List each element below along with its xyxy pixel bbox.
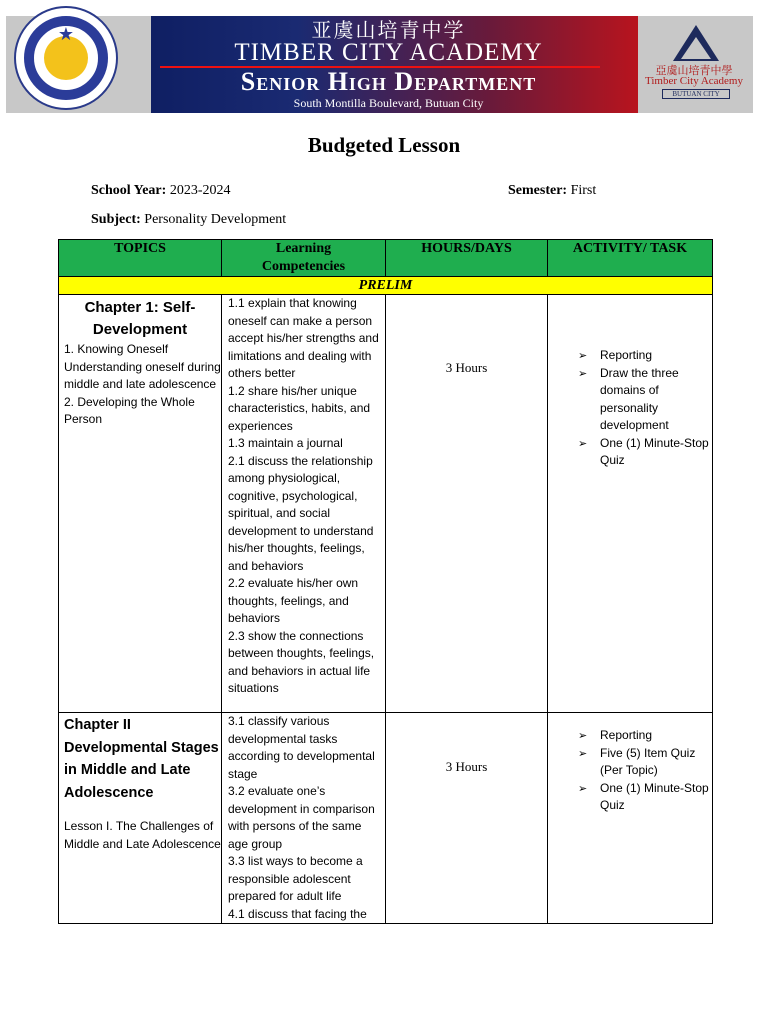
header-learning-competencies: Learning Competencies [222, 240, 386, 277]
logo-school-text: Timber City Academy [645, 75, 743, 87]
competency-item: 2.3 show the connections between thoughts, feelings, and behaviors in actual life situations [228, 628, 375, 695]
activity-cell [548, 713, 713, 924]
topic-line: 1. Knowing Oneself Understanding oneself during middle and late adolescence [64, 342, 221, 391]
semester [508, 183, 596, 199]
logo-chinese-text: 亞虞山培青中學 [655, 64, 733, 77]
subject-label: Subject: [91, 212, 141, 227]
list-item: ➢ Five (5) Item Quiz (Per Topic) [578, 745, 712, 780]
deped-seal-logo [14, 6, 118, 110]
subject [91, 212, 286, 228]
competency-item: 1.1 explain that knowing oneself can make a person accept his/her strengths and limitations and dealing with others better [228, 296, 379, 380]
subject-value: Personality Development [144, 212, 287, 227]
academy-logo [636, 20, 752, 110]
seal-star-icon: ★ [57, 24, 75, 45]
section-prelim: PRELIM [59, 277, 713, 295]
table-header-row [59, 240, 713, 277]
list-item: ➢ One (1) Minute-Stop Quiz [578, 780, 712, 815]
competency-item: 3.1 classify various developmental tasks according to developmental stage [228, 714, 375, 781]
competencies-cell [222, 295, 386, 713]
logo-city-text: BUTUAN CITY [662, 89, 730, 99]
section-row [59, 277, 713, 295]
department-name: Senior High Department [240, 67, 537, 96]
header-hours-days: HOURS/DAYS [386, 240, 548, 277]
hours-cell [386, 295, 548, 713]
list-item: ➢ Draw the three domains of personality development [578, 365, 712, 435]
topic-title: Chapter II Developmental Stages in Middle and Late Adolescence [64, 717, 219, 801]
topic-cell [59, 295, 222, 713]
header-topics: TOPICS [59, 240, 222, 277]
hours-value: 3 Hours [445, 759, 488, 774]
topic-line: Lesson I. The Challenges of Middle and Late Adolescence [64, 819, 221, 851]
school-name: TIMBER CITY ACADEMY [234, 39, 543, 66]
list-item: ➢ Reporting [578, 727, 712, 745]
logo-triangle-inner [681, 37, 711, 59]
competency-item: 3.2 evaluate one’s development in comparison with persons of the same age group [228, 784, 375, 851]
budgeted-lesson-table [58, 239, 713, 924]
activity-list [548, 727, 712, 815]
school-address: South Montilla Boulevard, Butuan City [293, 96, 484, 110]
competency-item: 4.1 discuss that facing the [228, 906, 367, 921]
list-item: ➢ One (1) Minute-Stop Quiz [578, 435, 712, 470]
school-year-label: School Year: [91, 183, 167, 198]
school-year-value: 2023-2024 [169, 183, 231, 198]
school-year [91, 183, 230, 199]
competency-item: 2.2 evaluate his/her own thoughts, feelings, and behaviors [228, 576, 359, 625]
semester-label: Semester: [508, 183, 568, 198]
competency-item: 1.2 share his/her unique characteristics, habits, and experiences [228, 383, 371, 433]
school-chinese-name: 亚虞山培青中学 [311, 18, 466, 42]
document-title: Budgeted Lesson [307, 133, 461, 157]
competency-item: 2.1 discuss the relationship among physiological, cognitive, psychological, spiritual, and social development to understand his/her thoughts, feelings, and behaviors [228, 453, 374, 573]
competencies-cell [222, 713, 386, 924]
competency-item: 3.3 list ways to become a responsible adolescent prepared for adult life [228, 854, 363, 903]
topic-line: 2. Developing the Whole Person [64, 394, 195, 426]
semester-value: First [570, 183, 597, 198]
topic-cell [59, 713, 222, 924]
activity-cell [548, 295, 713, 713]
table-row [59, 295, 713, 713]
header-activity-task: ACTIVITY/ TASK [548, 240, 713, 277]
topic-title: Chapter 1: Self-Development [84, 299, 196, 338]
hours-value: 3 Hours [445, 360, 488, 375]
hours-cell [386, 713, 548, 924]
activity-list [548, 347, 712, 470]
list-item: ➢ Reporting [578, 347, 712, 365]
table-row [59, 713, 713, 924]
competency-item: 1.3 maintain a journal [228, 436, 343, 450]
